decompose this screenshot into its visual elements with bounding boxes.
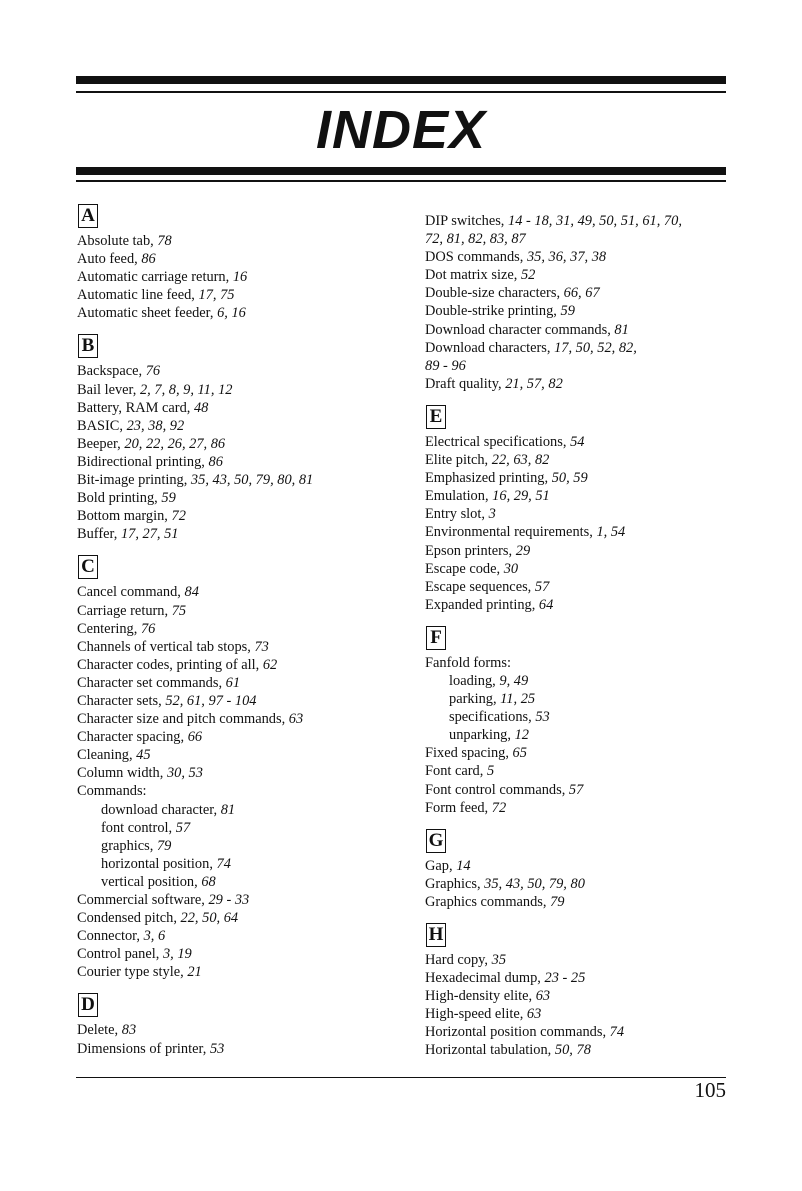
entry-pages: 29 bbox=[515, 542, 531, 559]
section-heading-wrap bbox=[425, 626, 755, 654]
entry-term: Elite pitch, bbox=[425, 452, 489, 469]
entry-term: Entry slot, bbox=[425, 506, 485, 523]
index-entry bbox=[425, 542, 755, 560]
index-entry bbox=[425, 284, 755, 302]
title-rule-thick bbox=[76, 167, 726, 175]
entry-term: Character size and pitch commands, bbox=[77, 711, 286, 728]
index-column-left bbox=[77, 204, 407, 1070]
entry-term: Graphics commands, bbox=[425, 893, 547, 910]
index-subentry bbox=[77, 837, 407, 855]
index-entry bbox=[77, 945, 407, 963]
entry-term: Bit-image printing, bbox=[77, 472, 188, 489]
index-entry bbox=[77, 489, 407, 507]
entry-pages: 63 bbox=[535, 988, 551, 1005]
index-entry bbox=[425, 799, 755, 817]
index-entry bbox=[425, 469, 755, 487]
entry-pages: 14 bbox=[456, 857, 471, 874]
entry-pages: 9, 49 bbox=[499, 672, 529, 689]
index-entry bbox=[425, 875, 755, 893]
entry-pages: 22, 63, 82 bbox=[491, 452, 550, 469]
index-entry bbox=[77, 1040, 407, 1058]
page-title: INDEX bbox=[315, 100, 487, 160]
section-letter: D bbox=[78, 993, 98, 1017]
entry-term: unparking, bbox=[449, 727, 511, 744]
entry-term: Automatic line feed, bbox=[77, 287, 195, 304]
entry-pages: 63 bbox=[288, 711, 304, 728]
entry-term: Buffer, bbox=[77, 526, 118, 543]
entry-term: graphics, bbox=[101, 837, 154, 854]
entry-pages: 57 bbox=[175, 819, 191, 836]
index-entry bbox=[77, 782, 407, 800]
entry-term: Environmental requirements, bbox=[425, 524, 593, 541]
entry-term: Character sets, bbox=[77, 692, 162, 709]
index-entry bbox=[77, 710, 407, 728]
entry-pages: 59 bbox=[161, 490, 176, 507]
entry-pages: 83 bbox=[121, 1022, 137, 1039]
entry-pages: 16 bbox=[232, 269, 248, 286]
entry-term: Double-size characters, bbox=[425, 285, 561, 302]
index-entry bbox=[425, 781, 755, 799]
entry-pages: 35, 43, 50, 79, 80, 81 bbox=[190, 472, 314, 489]
entry-pages: 17, 75 bbox=[198, 287, 235, 304]
entry-term: Draft quality, bbox=[425, 375, 502, 392]
entry-pages: 30, 53 bbox=[166, 765, 203, 782]
entry-pages: 79 bbox=[156, 837, 172, 854]
entry-pages: 62 bbox=[262, 656, 278, 673]
entry-term: Escape code, bbox=[425, 560, 501, 577]
entry-term: Bail lever, bbox=[77, 381, 137, 398]
entry-pages: 17, 27, 51 bbox=[120, 526, 179, 543]
entry-term: Courier type style, bbox=[77, 964, 184, 981]
entry-term: parking, bbox=[449, 691, 497, 708]
index-entry bbox=[77, 764, 407, 782]
entry-pages: 76 bbox=[140, 620, 156, 637]
entry-term: Horizontal position commands, bbox=[425, 1024, 607, 1041]
entry-term: Dimensions of printer, bbox=[77, 1040, 207, 1057]
index-section bbox=[425, 405, 755, 614]
entry-term: download character, bbox=[101, 801, 218, 818]
entry-pages: 2, 7, 8, 9, 11, 12 bbox=[139, 381, 233, 398]
entry-term: Download characters, bbox=[425, 339, 551, 356]
index-entry bbox=[425, 266, 755, 284]
entry-pages: 81 bbox=[614, 321, 629, 338]
entry-pages: 75 bbox=[171, 602, 187, 619]
entry-term: Fixed spacing, bbox=[425, 745, 509, 762]
section-heading-wrap bbox=[425, 923, 755, 951]
entry-term: Bottom margin, bbox=[77, 508, 168, 525]
index-entry bbox=[77, 963, 407, 981]
entry-pages: 86 bbox=[141, 251, 156, 268]
entry-pages: 72 bbox=[171, 508, 186, 525]
index-entry bbox=[425, 654, 755, 672]
index-entry bbox=[425, 451, 755, 469]
entry-term: Gap, bbox=[425, 857, 453, 874]
top-rule-thin bbox=[76, 91, 726, 93]
entry-term: Dot matrix size, bbox=[425, 267, 518, 284]
entry-term: Download character commands, bbox=[425, 321, 611, 338]
index-entry bbox=[425, 523, 755, 541]
index-entry bbox=[425, 1005, 755, 1023]
index-entry bbox=[77, 692, 407, 710]
entry-term: loading, bbox=[449, 672, 496, 689]
index-entry bbox=[77, 746, 407, 764]
index-entry bbox=[77, 1021, 407, 1039]
entry-pages: 23, 38, 92 bbox=[126, 417, 185, 434]
index-entry bbox=[77, 435, 407, 453]
section-heading-wrap bbox=[77, 993, 407, 1021]
entry-term: Character set commands, bbox=[77, 674, 223, 691]
entry-term: Carriage return, bbox=[77, 602, 169, 619]
section-heading-wrap bbox=[77, 334, 407, 362]
entry-pages: 3 bbox=[488, 506, 496, 523]
section-letter: F bbox=[426, 626, 446, 650]
entry-term: Expanded printing, bbox=[425, 596, 536, 613]
index-entry bbox=[77, 620, 407, 638]
index-entry bbox=[425, 248, 755, 266]
entry-term: Form feed, bbox=[425, 799, 489, 816]
entry-term: Cancel command, bbox=[77, 584, 181, 601]
entry-pages: 57 bbox=[534, 578, 550, 595]
entry-pages: 23 - 25 bbox=[544, 970, 586, 987]
index-entry bbox=[77, 268, 407, 286]
entry-term: Automatic carriage return, bbox=[77, 269, 230, 286]
entry-term: Font card, bbox=[425, 763, 484, 780]
entry-term: horizontal position, bbox=[101, 855, 213, 872]
entry-term: Centering, bbox=[77, 620, 138, 637]
entry-pages: 74 bbox=[216, 855, 231, 872]
entry-pages: 54 bbox=[570, 433, 585, 450]
entry-pages: 89 - 96 bbox=[425, 357, 466, 374]
entry-pages: 72, 81, 82, 83, 87 bbox=[425, 231, 526, 248]
index-entry bbox=[77, 638, 407, 656]
entry-pages: 59 bbox=[560, 303, 575, 320]
entry-term: Column width, bbox=[77, 765, 164, 782]
entry-pages: 11, 25 bbox=[500, 691, 536, 708]
entry-pages: 20, 22, 26, 27, 86 bbox=[124, 435, 226, 452]
entry-term: Auto feed, bbox=[77, 251, 138, 268]
page-number: 105 bbox=[694, 1078, 726, 1102]
section-letter: E bbox=[426, 405, 446, 429]
entry-term: Bidirectional printing, bbox=[77, 453, 205, 470]
entry-term: Channels of vertical tab stops, bbox=[77, 638, 251, 655]
index-section bbox=[77, 204, 407, 322]
index-subentry bbox=[77, 855, 407, 873]
index-entry bbox=[77, 891, 407, 909]
entry-pages: 53 bbox=[535, 709, 550, 726]
entry-term: Control panel, bbox=[77, 946, 160, 963]
entry-term: Hexadecimal dump, bbox=[425, 970, 541, 987]
entry-pages: 21, 57, 82 bbox=[505, 375, 563, 392]
index-entry bbox=[425, 375, 755, 393]
entry-term: Escape sequences, bbox=[425, 578, 532, 595]
index-section bbox=[77, 555, 407, 981]
index-entry bbox=[77, 507, 407, 525]
section-letter: C bbox=[78, 555, 98, 579]
entry-pages: 57 bbox=[568, 781, 584, 798]
section-letter: G bbox=[426, 829, 446, 853]
section-heading-wrap bbox=[425, 829, 755, 857]
entry-pages: 66, 67 bbox=[563, 285, 600, 302]
entry-pages: 64 bbox=[538, 596, 554, 613]
entry-term: Commands: bbox=[77, 783, 147, 800]
entry-term: Delete, bbox=[77, 1022, 119, 1039]
index-section bbox=[77, 993, 407, 1057]
entry-pages: 76 bbox=[145, 363, 161, 380]
entry-pages: 53 bbox=[209, 1040, 225, 1057]
entry-term: Absolute tab, bbox=[77, 233, 154, 249]
entry-term: High-density elite, bbox=[425, 988, 533, 1005]
entry-pages: 21 bbox=[187, 964, 202, 981]
entry-pages: 30 bbox=[503, 560, 519, 577]
index-section bbox=[425, 923, 755, 1060]
index-subentry bbox=[77, 801, 407, 819]
top-rule-thick bbox=[76, 76, 726, 84]
section-heading-wrap bbox=[77, 555, 407, 583]
entry-term: Horizontal tabulation, bbox=[425, 1042, 552, 1059]
entry-pages: 78 bbox=[157, 233, 172, 249]
entry-term: DIP switches, bbox=[425, 213, 505, 229]
entry-term: Connector, bbox=[77, 928, 140, 945]
entry-pages: 74 bbox=[609, 1024, 625, 1041]
entry-term: Electrical specifications, bbox=[425, 433, 567, 450]
entry-pages: 17, 50, 52, 82, bbox=[554, 339, 637, 356]
index-entry bbox=[425, 339, 755, 357]
index-entry bbox=[425, 762, 755, 780]
index-entry bbox=[425, 987, 755, 1005]
section-letter: A bbox=[78, 204, 98, 228]
index-entry bbox=[425, 596, 755, 614]
entry-pages: 5 bbox=[486, 763, 495, 780]
index-subentry bbox=[425, 708, 755, 726]
entry-term: Epson printers, bbox=[425, 542, 513, 559]
entry-term: DOS commands, bbox=[425, 249, 524, 266]
index-entry bbox=[77, 381, 407, 399]
entry-pages: 66 bbox=[187, 729, 203, 746]
index-entry bbox=[77, 909, 407, 927]
entry-pages: 35, 43, 50, 79, 80 bbox=[484, 875, 585, 892]
index-entry bbox=[77, 399, 407, 417]
entry-term: Character spacing, bbox=[77, 729, 185, 746]
index-column-right bbox=[425, 212, 755, 1072]
entry-term: BASIC, bbox=[77, 417, 123, 434]
entry-term: Bold printing, bbox=[77, 490, 158, 507]
index-entry bbox=[77, 583, 407, 601]
index-entry bbox=[425, 857, 755, 875]
index-entry bbox=[77, 417, 407, 435]
index-entry bbox=[77, 362, 407, 380]
entry-term: Commercial software, bbox=[77, 892, 205, 908]
index-entry bbox=[425, 969, 755, 987]
entry-term: Character codes, printing of all, bbox=[77, 656, 260, 673]
entry-term: Emphasized printing, bbox=[425, 470, 549, 487]
index-subentry bbox=[425, 690, 755, 708]
index-entry bbox=[77, 286, 407, 304]
index-entry bbox=[425, 560, 755, 578]
index-entry bbox=[425, 744, 755, 762]
entry-term: font control, bbox=[101, 819, 173, 836]
entry-pages: 68 bbox=[201, 873, 216, 890]
entry-pages: 45 bbox=[136, 747, 151, 764]
entry-term: specifications, bbox=[449, 709, 532, 726]
index-entry bbox=[425, 230, 755, 248]
entry-pages: 86 bbox=[208, 453, 223, 470]
entry-pages: 61 bbox=[225, 674, 241, 691]
entry-pages: 50, 59 bbox=[551, 470, 588, 487]
index-entry bbox=[425, 487, 755, 505]
index-entry bbox=[425, 505, 755, 523]
entry-pages: 29 - 33 bbox=[208, 892, 250, 908]
entry-pages: 84 bbox=[184, 584, 199, 601]
entry-pages: 48 bbox=[193, 399, 209, 416]
title-rule-thin bbox=[76, 180, 726, 182]
entry-pages: 14 - 18, 31, 49, 50, 51, 61, 70, bbox=[508, 213, 682, 229]
index-entry bbox=[425, 321, 755, 339]
index-entry bbox=[77, 602, 407, 620]
index-entry bbox=[77, 728, 407, 746]
entry-pages: 12 bbox=[514, 727, 529, 744]
section-heading-wrap bbox=[77, 204, 407, 232]
index-entry bbox=[425, 893, 755, 911]
entry-pages: 16, 29, 51 bbox=[492, 488, 550, 505]
index-entry bbox=[425, 357, 755, 375]
entry-pages: 65 bbox=[512, 745, 527, 762]
entry-pages: 6, 16 bbox=[217, 305, 246, 322]
entry-pages: 52 bbox=[520, 267, 536, 284]
index-entry bbox=[77, 304, 407, 322]
index-entry bbox=[77, 525, 407, 543]
entry-term: Font control commands, bbox=[425, 781, 566, 798]
index-entry bbox=[425, 1023, 755, 1041]
entry-pages: 1, 54 bbox=[596, 524, 626, 541]
index-entry bbox=[425, 433, 755, 451]
entry-pages: 81 bbox=[220, 801, 236, 818]
entry-term: Cleaning, bbox=[77, 747, 133, 764]
entry-pages: 72 bbox=[491, 799, 507, 816]
section-letter: H bbox=[426, 923, 446, 947]
entry-pages: 35 bbox=[491, 952, 507, 968]
entry-term: Emulation, bbox=[425, 488, 489, 505]
entry-pages: 63 bbox=[526, 1006, 542, 1023]
entry-term: Backspace, bbox=[77, 363, 143, 380]
entry-term: Hard copy, bbox=[425, 952, 489, 968]
index-subentry bbox=[77, 873, 407, 891]
index-entry bbox=[77, 250, 407, 268]
index-entry bbox=[77, 674, 407, 692]
index-entry bbox=[425, 951, 755, 969]
entry-term: Battery, RAM card, bbox=[77, 399, 191, 416]
entry-term: Double-strike printing, bbox=[425, 303, 557, 320]
entry-term: Condensed pitch, bbox=[77, 910, 177, 927]
entry-pages: 79 bbox=[550, 893, 565, 910]
entry-pages: 3, 19 bbox=[162, 946, 192, 963]
entry-term: Automatic sheet feeder, bbox=[77, 305, 214, 322]
index-entry bbox=[77, 453, 407, 471]
index-subentry bbox=[425, 672, 755, 690]
section-letter: B bbox=[78, 334, 98, 358]
index-entry bbox=[425, 578, 755, 596]
index-entry bbox=[77, 927, 407, 945]
index-entry bbox=[77, 471, 407, 489]
index-subentry bbox=[77, 819, 407, 837]
entry-pages: 3, 6 bbox=[143, 928, 166, 945]
entry-term: Beeper, bbox=[77, 435, 121, 452]
entry-term: High-speed elite, bbox=[425, 1006, 524, 1023]
entry-pages: 50, 78 bbox=[554, 1042, 591, 1059]
index-entry bbox=[77, 232, 407, 250]
entry-term: Fanfold forms: bbox=[425, 654, 511, 671]
entry-pages: 35, 36, 37, 38 bbox=[526, 249, 607, 266]
index-section bbox=[425, 829, 755, 911]
index-section bbox=[425, 212, 755, 393]
index-section bbox=[77, 334, 407, 543]
entry-term: Graphics, bbox=[425, 875, 481, 892]
index-entry bbox=[425, 302, 755, 320]
entry-pages: 22, 50, 64 bbox=[180, 910, 239, 927]
section-heading-wrap bbox=[425, 405, 755, 433]
entry-pages: 52, 61, 97 - 104 bbox=[165, 692, 257, 709]
entry-pages: 73 bbox=[254, 638, 269, 655]
index-entry bbox=[77, 656, 407, 674]
entry-term: vertical position, bbox=[101, 873, 198, 890]
index-section bbox=[425, 626, 755, 817]
index-subentry bbox=[425, 726, 755, 744]
index-entry bbox=[425, 1041, 755, 1059]
index-entry bbox=[425, 212, 755, 230]
